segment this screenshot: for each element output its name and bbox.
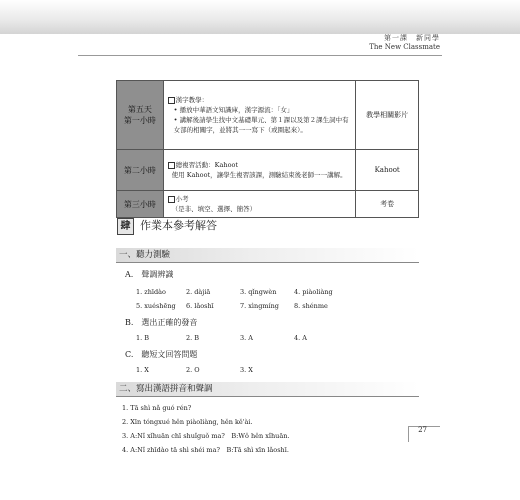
period-label: 第三小時 bbox=[123, 199, 156, 209]
checkbox-icon bbox=[168, 97, 175, 104]
resource-cell: Kahoot bbox=[356, 150, 419, 191]
answer-item: 5. xuéshēng bbox=[136, 302, 176, 310]
resource-cell: 教學相關影片 bbox=[356, 81, 419, 150]
day-label: 第五天 bbox=[127, 105, 152, 114]
lesson-title-en: The New Classmate bbox=[369, 43, 440, 51]
answer-item: 1. X bbox=[136, 366, 149, 374]
subsection-a: A. 聲調辨識 bbox=[125, 270, 174, 279]
page-number: 27 bbox=[418, 426, 427, 434]
lesson-title: 第一課 新同學 bbox=[384, 34, 440, 42]
table-row bbox=[117, 191, 419, 218]
list-item: • 講解後請學生找中文基礎單元、第１課以及第２課生詞中有女部的相關字，並將其一一寫下（或圈起來）。 bbox=[173, 116, 349, 134]
activity-title: 總複習活動：Kahoot bbox=[175, 161, 239, 169]
subsection-title: 聽短文回答問題 bbox=[141, 350, 198, 359]
footer-rule bbox=[408, 427, 409, 442]
answer-item: 8. shénme bbox=[294, 302, 328, 310]
answer-item: 6. lǎoshī bbox=[186, 302, 214, 310]
answer-item: 4. A bbox=[294, 334, 307, 342]
schedule-table bbox=[116, 80, 419, 218]
period-label: 第二小時 bbox=[123, 165, 156, 175]
answer-item: 2. O bbox=[186, 366, 200, 374]
part-title: 二、寫出漢語拼音和聲調 bbox=[119, 384, 213, 394]
activity-cell bbox=[163, 191, 356, 218]
answer-item: 3. A bbox=[240, 334, 253, 342]
list-item: • 播放中華語文知識庫，漢字源流：「女」 bbox=[173, 106, 294, 114]
part-title: 一、聽力測驗 bbox=[119, 250, 171, 260]
day-cell bbox=[117, 191, 164, 218]
answer-item: 1. B bbox=[136, 334, 150, 342]
table-row bbox=[117, 81, 419, 150]
checkbox-icon bbox=[168, 196, 175, 203]
resource-cell: 考卷 bbox=[356, 191, 419, 218]
activity-text: 使用 Kahoot，讓學生複習該課，測驗結束後老師一一講解。 bbox=[171, 171, 347, 179]
answer-item: 7. xìngmíng bbox=[240, 302, 279, 310]
answer-item: 3. qǐngwèn bbox=[240, 288, 277, 296]
header-rule bbox=[78, 55, 442, 56]
day-cell bbox=[117, 81, 164, 150]
answer-item: 2. B bbox=[186, 334, 200, 342]
answer-item: 1. Tā shì nǎ guó rén? bbox=[122, 404, 192, 412]
answer-item: 4. A:Nǐ zhīdào tā shì shéi ma? B:Tā shì xīn lǎoshī. bbox=[122, 446, 289, 454]
activity-title: 小考 bbox=[175, 195, 189, 203]
part-heading-bar bbox=[116, 382, 419, 397]
table-row bbox=[117, 150, 419, 191]
section-badge: 肆 bbox=[117, 218, 134, 235]
activity-cell bbox=[163, 150, 356, 191]
subsection-title: 聲調辨識 bbox=[141, 270, 174, 279]
day-cell bbox=[117, 150, 164, 191]
activity-cell bbox=[163, 81, 356, 150]
answer-item: 3. X bbox=[240, 366, 253, 374]
answer-item: 3. A:Nǐ xǐhuān chī shuǐguǒ ma? B:Wǒ hěn xǐhuān. bbox=[122, 432, 290, 440]
subsection-c: C. 聽短文回答問題 bbox=[125, 350, 198, 359]
answer-item: 2. dàjiā bbox=[186, 288, 211, 296]
part-heading-bar bbox=[116, 248, 419, 263]
activity-text: （是非、填空、選擇、簡答） bbox=[171, 205, 257, 213]
period-label: 第一小時 bbox=[123, 116, 156, 125]
subsection-title: 選出正確的發音 bbox=[141, 318, 198, 327]
subsection-b: B. 選出正確的發音 bbox=[125, 318, 198, 327]
answer-item: 2. Xīn tóngxué hěn piàoliàng, hěn kě'ài. bbox=[122, 418, 253, 426]
answer-item: 4. piàoliàng bbox=[294, 288, 333, 296]
answer-item: 1. zhīdào bbox=[136, 288, 166, 296]
section-title: 作業本參考解答 bbox=[140, 219, 217, 232]
activity-title: 漢字教學： bbox=[175, 96, 209, 104]
header-band bbox=[0, 0, 520, 34]
running-header bbox=[369, 34, 440, 52]
checkbox-icon bbox=[168, 162, 175, 169]
